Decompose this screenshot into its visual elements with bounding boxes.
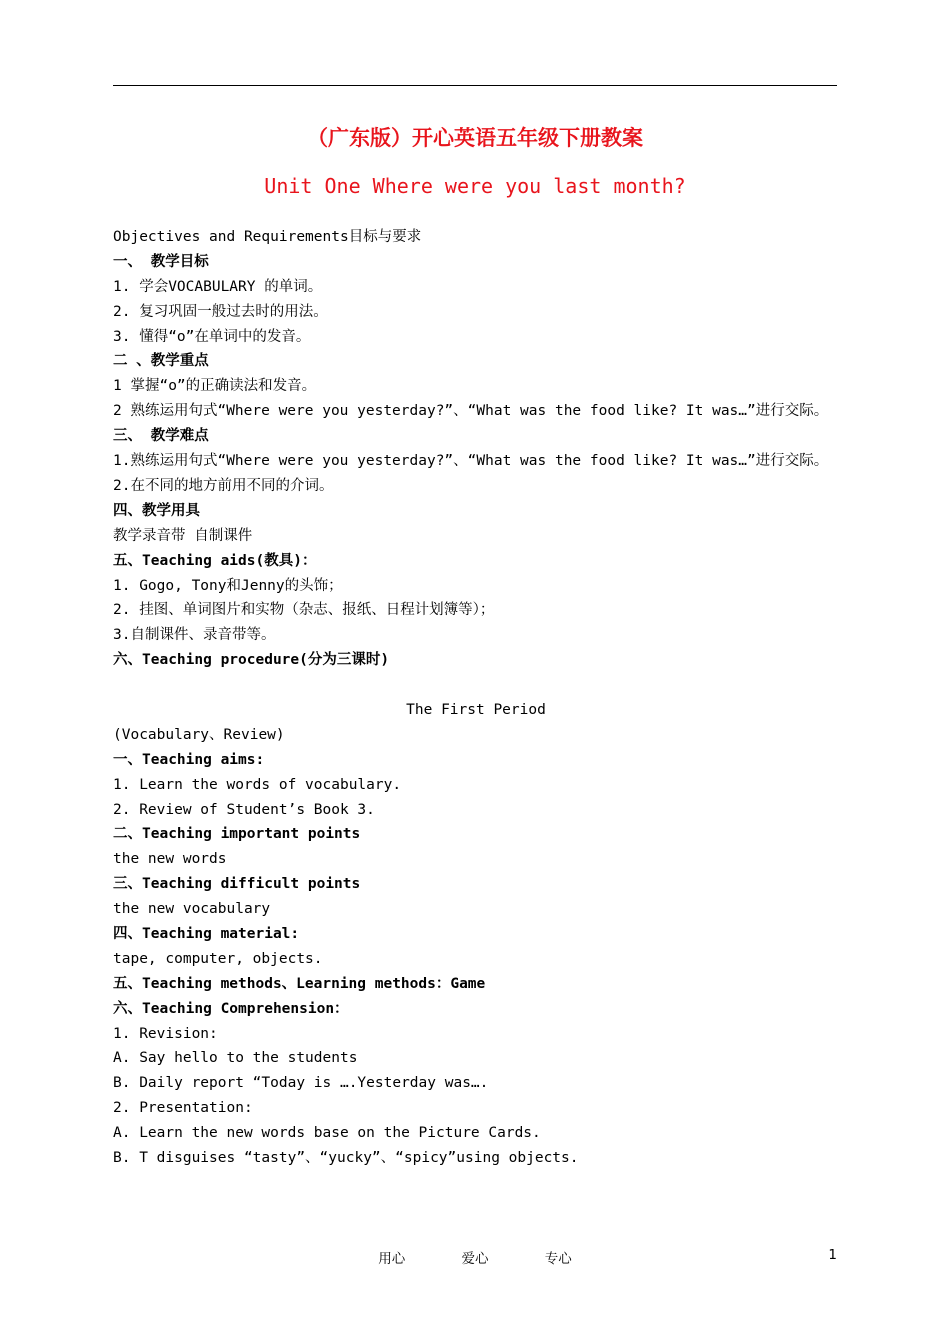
text-line: 2 熟练运用句式“Where were you yesterday?”、“What was the food like? It was…”进行交际。	[113, 403, 829, 420]
section-heading: 二 、教学重点	[113, 353, 209, 370]
text-line: 1. Gogo, Tony和Jenny的头饰；	[113, 577, 343, 594]
section-heading: 六、Teaching Comprehension：	[113, 1000, 349, 1017]
section-heading: 四、教学用具	[113, 502, 200, 519]
text-line: The First Period	[406, 701, 546, 718]
footer-motto	[113, 1247, 837, 1267]
section-heading: 一、 教学目标	[113, 253, 209, 270]
footer-word: 专心	[544, 1251, 572, 1267]
text-line: (Vocabulary、Review)	[113, 726, 285, 743]
text-line: 1.熟练运用句式“Where were you yesterday?”、“What was the food like? It was…”进行交际。	[113, 453, 829, 470]
text-line: A. Learn the new words base on the Picture Cards.	[113, 1125, 541, 1142]
text-line: 3.自制课件、录音带等。	[113, 627, 276, 644]
section-heading: 一、Teaching aims:	[113, 751, 265, 768]
text-line: 3. 懂得“o”在单词中的发音。	[113, 328, 311, 345]
text-line: 2. Presentation:	[113, 1100, 253, 1117]
text-line: 1. Learn the words of vocabulary.	[113, 776, 402, 793]
text-line: 1 掌握“o”的正确读法和发音。	[113, 378, 317, 395]
text-line: 2.在不同的地方前用不同的介词。	[113, 477, 334, 494]
text-line: 教学录音带 自制课件	[113, 527, 253, 544]
text-line: B. T disguises “tasty”、“yucky”、“spicy”using objects.	[113, 1149, 579, 1166]
text-line: B. Daily report “Today is ….Yesterday was….	[113, 1075, 489, 1092]
blank-line	[113, 673, 839, 698]
document-body	[113, 225, 839, 1171]
text-line: the new words	[113, 851, 227, 868]
text-line: 2. 复习巩固一般过去时的用法。	[113, 303, 328, 320]
section-heading: 六、Teaching procedure(分为三课时)	[113, 652, 390, 669]
page-number: 1	[828, 1247, 837, 1263]
text-line: Objectives and Requirements目标与要求	[113, 229, 422, 245]
text-line: the new vocabulary	[113, 901, 271, 918]
page-footer	[113, 1247, 837, 1271]
section-heading: 三、Teaching difficult points	[113, 876, 361, 893]
document-subtitle: Unit One Where were you last month?	[264, 174, 686, 198]
section-heading: 五、Teaching methods、Learning methods：Game	[113, 975, 486, 992]
text-line: A. Say hello to the students	[113, 1050, 358, 1067]
text-line: 2. Review of Student’s Book 3.	[113, 801, 375, 818]
document-title: （广东版）开心英语五年级下册教案	[307, 126, 643, 150]
section-heading: 二、Teaching important points	[113, 826, 361, 843]
text-line: 1. Revision:	[113, 1025, 218, 1042]
footer-word: 用心	[378, 1251, 406, 1267]
text-line: tape, computer, objects.	[113, 950, 323, 967]
section-heading: 五、Teaching aids(教具)：	[113, 552, 317, 569]
header-rule	[113, 85, 837, 86]
footer-word: 爱心	[461, 1251, 489, 1267]
text-line: 2. 挂图、单词图片和实物（杂志、报纸、日程计划簿等）；	[113, 602, 495, 619]
text-line: 1. 学会VOCABULARY 的单词。	[113, 278, 323, 295]
section-heading: 四、Teaching material:	[113, 925, 300, 942]
section-heading: 三、 教学难点	[113, 428, 209, 445]
